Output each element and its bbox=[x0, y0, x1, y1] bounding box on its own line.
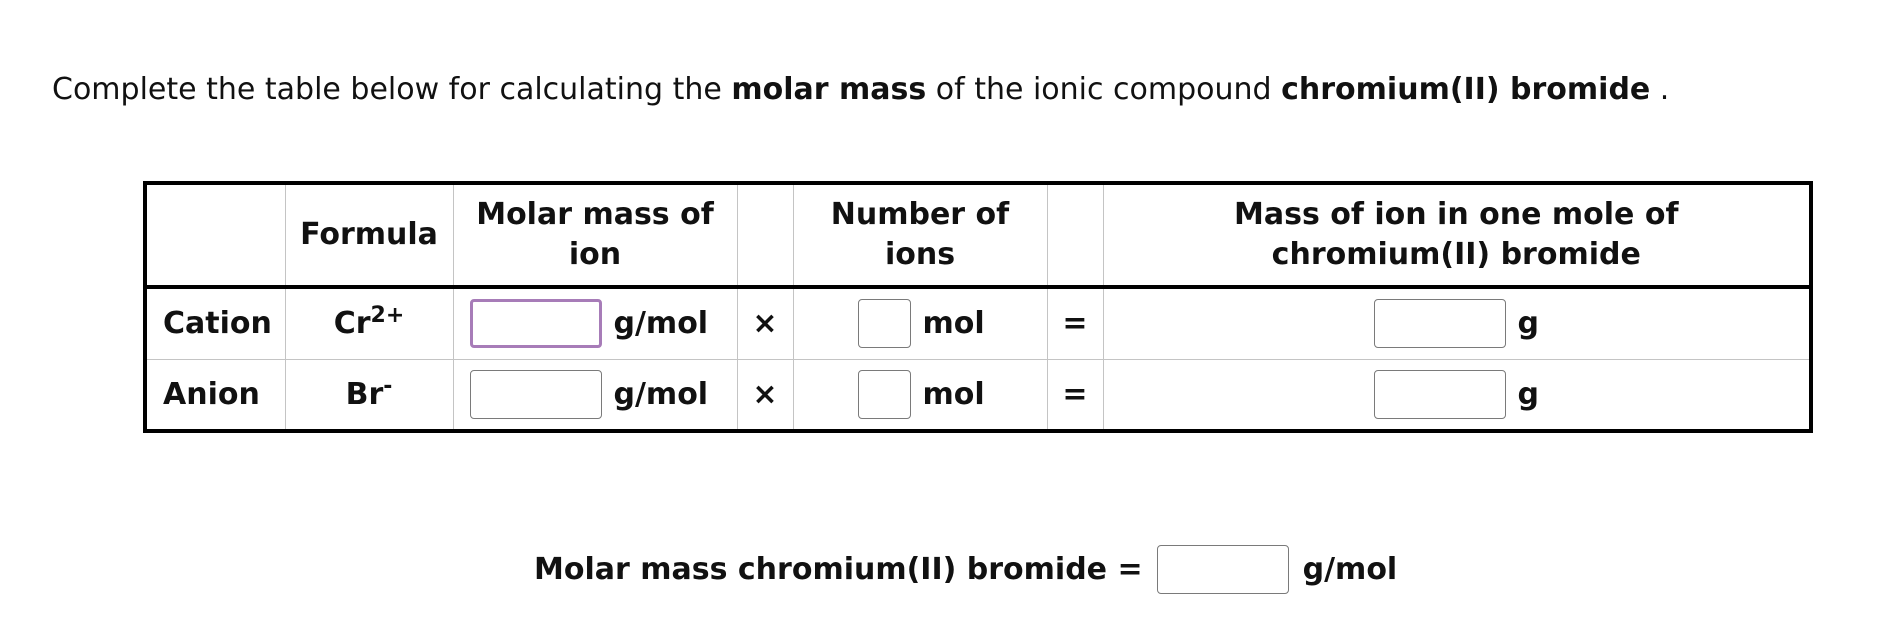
header-op1 bbox=[737, 183, 793, 287]
header-number bbox=[793, 183, 1047, 287]
header-mass-in-mole-text: Mass of ion in one mole of chromium(II) bromide bbox=[1233, 197, 1679, 272]
header-mass-in-mole bbox=[1103, 183, 1811, 287]
header-molar-mass bbox=[453, 183, 737, 287]
row-label-cation: Cation bbox=[145, 287, 285, 359]
summary-unit: g/mol bbox=[1302, 552, 1398, 587]
formula-anion-charge: - bbox=[383, 373, 393, 399]
header-blank bbox=[145, 183, 285, 287]
formula-anion-base: Br bbox=[345, 376, 384, 412]
formula-cation-base: Cr bbox=[333, 306, 371, 342]
molar-mass-cation-unit: g/mol bbox=[613, 306, 709, 342]
mass-anion-unit: g bbox=[1517, 376, 1539, 412]
cell-number-cation bbox=[793, 287, 1047, 359]
molar-mass-anion-input[interactable] bbox=[470, 370, 602, 419]
cell-mass-anion bbox=[1103, 359, 1811, 431]
table-row-cation bbox=[145, 287, 1811, 359]
header-formula: Formula bbox=[285, 183, 453, 287]
table-row-anion bbox=[145, 359, 1811, 431]
times-sign-anion: × bbox=[737, 359, 793, 431]
cell-number-anion bbox=[793, 359, 1047, 431]
mass-anion-input[interactable] bbox=[1374, 370, 1506, 419]
molar-mass-anion-unit: g/mol bbox=[613, 376, 709, 412]
instruction-part1: Complete the table below for calculating the bbox=[52, 72, 732, 107]
summary-line bbox=[534, 545, 1397, 594]
instruction-part2: of the ionic compound bbox=[926, 72, 1282, 107]
cell-molar-mass-anion bbox=[453, 359, 737, 431]
formula-cation bbox=[285, 287, 453, 359]
cell-mass-cation bbox=[1103, 287, 1811, 359]
summary-molar-mass-input[interactable] bbox=[1157, 545, 1289, 594]
summary-label: Molar mass chromium(II) bromide = bbox=[534, 552, 1143, 587]
header-number-text: Number of ions bbox=[830, 197, 1010, 272]
equals-sign-anion: = bbox=[1047, 359, 1103, 431]
formula-cation-charge: 2+ bbox=[370, 303, 405, 329]
formula-anion bbox=[285, 359, 453, 431]
number-cation-unit: mol bbox=[922, 306, 985, 342]
instruction-text bbox=[52, 70, 1669, 110]
equals-sign-cation: = bbox=[1047, 287, 1103, 359]
times-sign-cation: × bbox=[737, 287, 793, 359]
molar-mass-cation-input[interactable] bbox=[470, 299, 602, 348]
row-label-anion: Anion bbox=[145, 359, 285, 431]
instruction-bold-compound: chromium(II) bromide bbox=[1281, 72, 1651, 107]
header-molar-mass-text: Molar mass of ion bbox=[476, 197, 714, 272]
cell-molar-mass-cation bbox=[453, 287, 737, 359]
header-op2 bbox=[1047, 183, 1103, 287]
header-row bbox=[145, 183, 1811, 287]
instruction-part3: . bbox=[1650, 72, 1670, 107]
instruction-bold-molar-mass: molar mass bbox=[731, 72, 927, 107]
mass-cation-unit: g bbox=[1517, 306, 1539, 342]
molar-mass-table bbox=[143, 181, 1813, 433]
number-cation-input[interactable] bbox=[858, 299, 911, 348]
number-anion-unit: mol bbox=[922, 376, 985, 412]
mass-cation-input[interactable] bbox=[1374, 299, 1506, 348]
number-anion-input[interactable] bbox=[858, 370, 911, 419]
